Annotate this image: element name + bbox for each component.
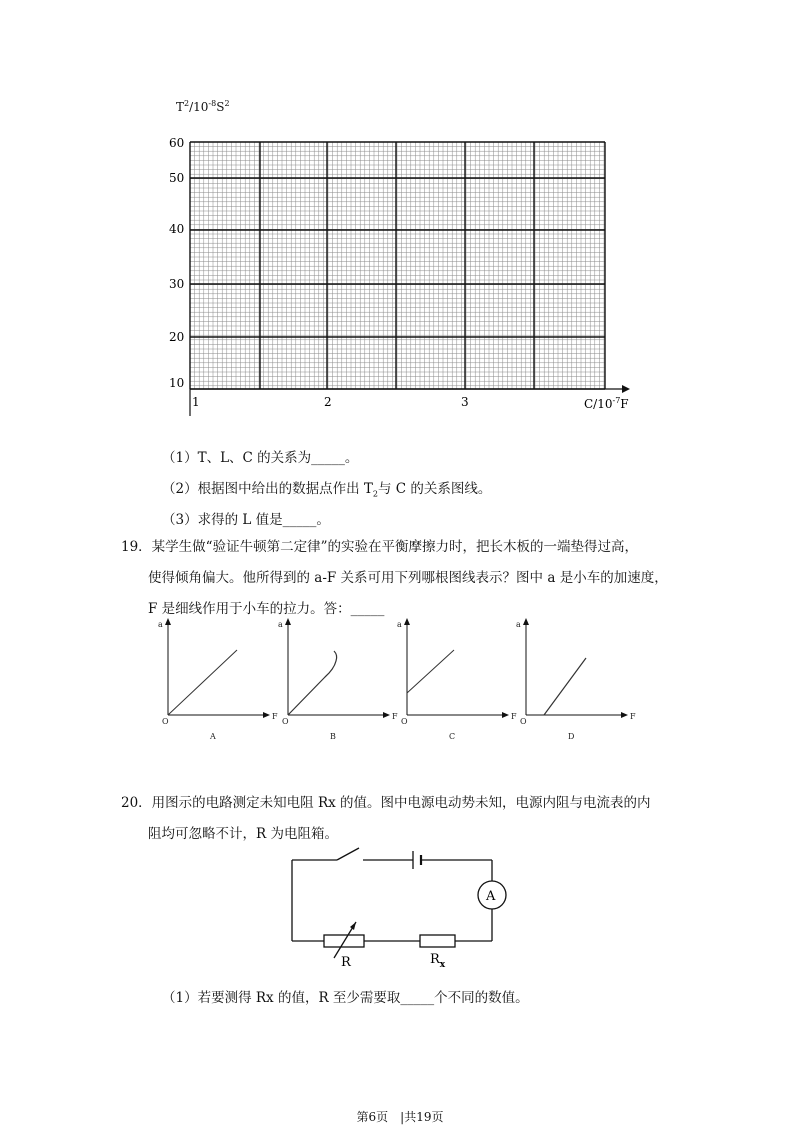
x-axis-label: $C/10^{-7}F$ — [584, 396, 629, 411]
graph-C-y-label: a — [397, 620, 402, 629]
switch-lever — [337, 848, 359, 860]
graph-B-caption: B — [330, 732, 336, 741]
q20-line2: 阻均可忽略不计，R 为电阻箱。 — [148, 826, 338, 842]
graph-D-caption: D — [568, 732, 575, 741]
graph-B-x-label: F — [392, 712, 398, 721]
q19-line1: 19．某学生做“验证牛顿第二定律”的实验在平衡摩擦力时，把长木板的一端垫得过高， — [121, 539, 638, 555]
q18-sub2-text: （2）根据图中给出的数据点作出 T — [162, 481, 373, 497]
graph-B-y-arrow-icon — [285, 618, 291, 625]
rx-label: $R_x$ — [430, 952, 446, 970]
graph-A-y-arrow-icon — [165, 618, 171, 625]
graph-B-curve — [288, 651, 337, 715]
y-tick-50: 50 — [169, 171, 185, 185]
graph-A-curve — [168, 650, 237, 715]
graph-C-origin: O — [401, 717, 408, 726]
resistor-box-label: R — [341, 955, 351, 970]
graph-C-x-arrow-icon — [502, 712, 509, 718]
graph-A-y-label: a — [158, 620, 163, 629]
graph-C-caption: C — [449, 732, 456, 741]
graph-D-x-label: F — [630, 712, 636, 721]
q18-sub2-text-tail: 与 C 的关系图线。 — [377, 481, 492, 497]
graph-D-y-arrow-icon — [523, 618, 529, 625]
fine-grid — [190, 142, 605, 389]
y-tick-30: 30 — [169, 277, 185, 291]
graph-A-x-arrow-icon — [263, 712, 270, 718]
ammeter-label: A — [486, 889, 496, 904]
x-tick-1: 1 — [192, 395, 200, 409]
q18-sub2 — [162, 477, 491, 499]
y-tick-20: 20 — [169, 330, 185, 344]
q19-graphs — [150, 615, 650, 745]
q19-line3: F 是细线作用于小车的拉力。答：_____ — [148, 601, 385, 617]
grid-chart-svg — [160, 90, 640, 420]
graph-D-origin: O — [520, 717, 527, 726]
x-tick-3: 3 — [461, 395, 469, 409]
x-axis-arrow-icon — [622, 385, 630, 393]
graph-C-y-arrow-icon — [404, 618, 410, 625]
graph-C-curve — [407, 650, 454, 693]
variable-arrow-icon — [350, 922, 356, 930]
q20-sub1: （1）若要测得 Rx 的值，R 至少需要取_____个不同的数值。 — [162, 990, 529, 1006]
q18-sub3: （3）求得的 L 值是_____。 — [162, 512, 330, 528]
graph-B-y-label: a — [278, 620, 283, 629]
q19-graphs-svg — [150, 615, 650, 745]
graph-B-x-arrow-icon — [383, 712, 390, 718]
rx-resistor-body — [420, 935, 455, 947]
q19-line2: 使得倾角偏大。他所得到的 a-F 关系可用下列哪根图线表示？图中 a 是小车的加速度， — [148, 570, 668, 586]
circuit-svg — [280, 842, 510, 972]
graph-D-curve — [544, 658, 586, 715]
q18-sub1: （1）T、L、C 的关系为_____。 — [162, 450, 359, 466]
graph-A-caption: A — [210, 732, 216, 741]
graph-A-origin: O — [162, 717, 169, 726]
graph-C-x-label: F — [511, 712, 517, 721]
page-footer: 第6页 |共19页 — [356, 1110, 444, 1124]
y-tick-40: 40 — [169, 222, 185, 236]
q20-line1: 20．用图示的电路测定未知电阻 Rx 的值。图中电源电动势未知，电源内阻与电流表的内 — [121, 795, 651, 811]
grid-chart — [160, 90, 640, 420]
y-tick-60: 60 — [169, 136, 185, 150]
graph-B-origin: O — [282, 717, 289, 726]
graph-D-x-arrow-icon — [621, 712, 628, 718]
graph-A-x-label: F — [272, 712, 278, 721]
y-axis-label: $T^2/10^{-8}S^2$ — [176, 99, 230, 114]
y-tick-10: 10 — [169, 376, 185, 390]
graph-D-y-label: a — [516, 620, 521, 629]
x-tick-2: 2 — [324, 395, 332, 409]
circuit-diagram — [280, 842, 510, 972]
q18-sub2-subscript: 2 — [372, 489, 378, 499]
